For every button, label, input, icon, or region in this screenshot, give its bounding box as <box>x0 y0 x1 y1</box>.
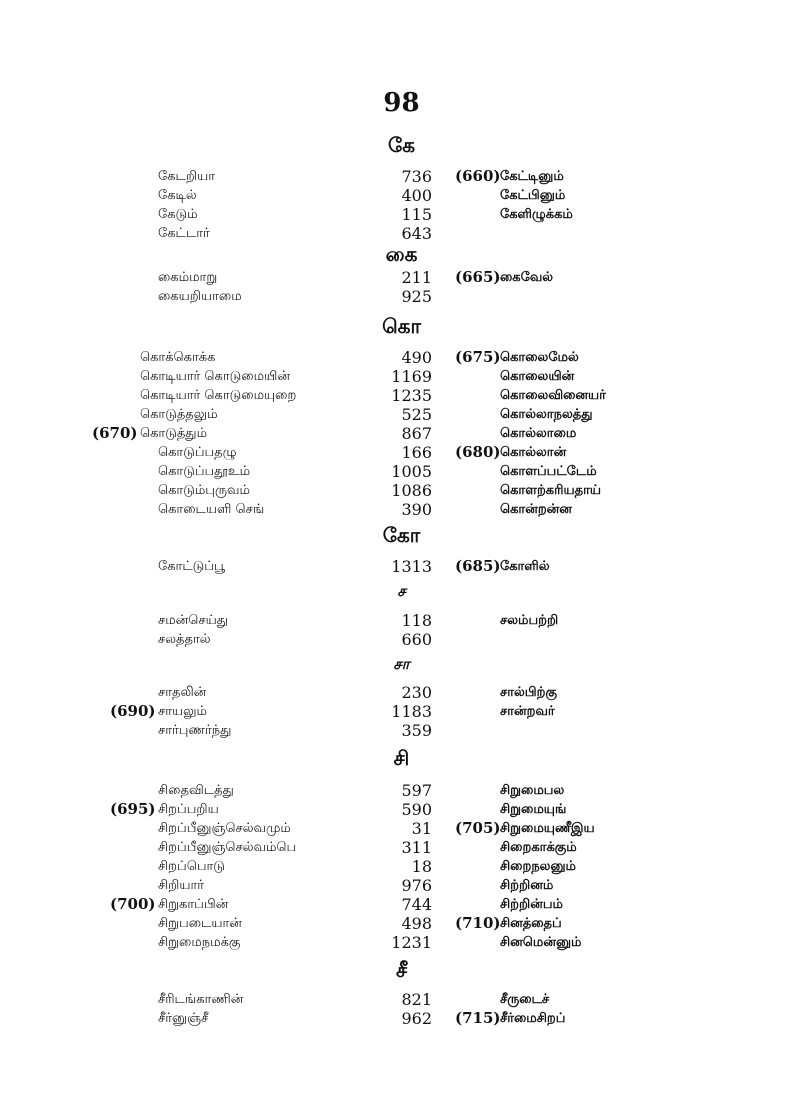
section-heading: சா <box>393 655 410 673</box>
index-row <box>0 683 803 702</box>
right-entry: சிறுமைபல <box>500 783 565 798</box>
index-row <box>0 287 803 306</box>
verse-number: 359 <box>401 721 432 740</box>
right-section-marker: (660) <box>455 167 501 185</box>
verse-number: 643 <box>401 224 432 243</box>
left-entry: சீர்னுஞ்சீ <box>158 1011 209 1026</box>
left-entry: கேடறியா <box>158 169 216 184</box>
left-entry: கேடும் <box>158 207 198 222</box>
right-entry: கேளிழுக்கம் <box>500 207 573 222</box>
verse-number: 118 <box>401 611 432 630</box>
right-entry: சான்றவர் <box>500 704 555 719</box>
verse-number: 1235 <box>391 386 432 405</box>
index-row <box>0 702 803 721</box>
verse-number: 867 <box>401 424 432 443</box>
index-row <box>0 424 803 443</box>
index-row <box>0 895 803 914</box>
left-entry: கேட்டார் <box>158 226 210 241</box>
left-entry: சமன்செய்து <box>158 613 229 628</box>
left-entry: கைம்மாறு <box>158 270 218 285</box>
left-entry: கொடையளி செங் <box>158 502 265 517</box>
left-entry: கொடியார் கொடுமையின் <box>140 369 290 384</box>
left-entry: கோட்டுப்பூ <box>158 559 225 574</box>
left-entry: சிறப்பொடு <box>158 859 225 874</box>
index-row <box>0 630 803 649</box>
left-entry: சிறுபடையான் <box>158 916 242 931</box>
index-row <box>0 268 803 287</box>
index-row <box>0 500 803 519</box>
right-entry: சினமென்னும் <box>500 935 582 950</box>
right-entry: சிற்றின்பம் <box>500 897 563 912</box>
left-entry: கொடியார் கொடுமையுறை <box>140 388 297 403</box>
index-row <box>0 857 803 876</box>
right-entry: சலம்பற்றி <box>500 613 559 628</box>
section-heading: சி <box>393 746 410 770</box>
verse-number: 115 <box>401 205 432 224</box>
left-entry: சாயலும் <box>158 704 207 719</box>
left-entry: சிறுமைநமக்கு <box>158 935 241 950</box>
verse-number: 31 <box>411 819 432 838</box>
right-section-marker: (665) <box>455 268 501 286</box>
left-section-marker: (700) <box>110 895 156 913</box>
index-row <box>0 167 803 186</box>
index-row <box>0 990 803 1009</box>
left-entry: சார்புணர்ந்து <box>158 723 232 738</box>
left-entry: கொடுத்தும் <box>140 426 208 441</box>
index-row <box>0 186 803 205</box>
index-row <box>0 348 803 367</box>
right-entry: சிறைநலனும் <box>500 859 577 874</box>
verse-number: 311 <box>401 838 432 857</box>
right-entry: சிறைகாக்கும் <box>500 840 577 855</box>
index-row <box>0 800 803 819</box>
verse-number: 211 <box>401 268 432 287</box>
verse-number: 166 <box>401 443 432 462</box>
index-row <box>0 386 803 405</box>
right-entry: கொல்லான் <box>500 445 567 460</box>
right-entry: கைவேல் <box>500 270 554 285</box>
index-row <box>0 838 803 857</box>
verse-number: 821 <box>401 990 432 1009</box>
verse-number: 490 <box>401 348 432 367</box>
verse-number: 1086 <box>391 481 432 500</box>
left-entry: சாதலின் <box>158 685 207 700</box>
verse-number: 962 <box>401 1009 432 1028</box>
index-row <box>0 819 803 838</box>
left-section-marker: (695) <box>110 800 156 818</box>
left-entry: சிதைவிடத்து <box>158 783 234 798</box>
verse-number: 1313 <box>391 557 432 576</box>
right-entry: கொலைமேல் <box>500 350 579 365</box>
verse-number: 736 <box>401 167 432 186</box>
right-entry: சிற்றினம் <box>500 878 554 893</box>
right-section-marker: (710) <box>455 914 501 932</box>
left-entry: கையறியாமை <box>158 289 242 304</box>
index-row <box>0 205 803 224</box>
left-entry: சிறுகாப்பின் <box>158 897 229 912</box>
right-entry: கொலைவினையர் <box>500 388 606 403</box>
section-heading: சீ <box>395 958 408 982</box>
index-row <box>0 557 803 576</box>
verse-number: 660 <box>401 630 432 649</box>
section-heading: கை <box>385 242 418 266</box>
left-entry: கொடும்புருவம் <box>158 483 250 498</box>
right-entry: கொளப்பட்டேம் <box>500 464 597 479</box>
right-entry: கொல்லாமை <box>500 426 577 441</box>
left-entry: சிறப்பறிய <box>158 802 219 817</box>
left-entry: சிறப்பீனுஞ்செல்வம்பெ <box>158 840 297 855</box>
right-entry: கேட்பினும் <box>500 188 566 203</box>
right-entry: கொல்லாநலத்து <box>500 407 593 422</box>
index-row <box>0 876 803 895</box>
index-row <box>0 443 803 462</box>
section-heading: கொ <box>382 314 421 338</box>
verse-number: 400 <box>401 186 432 205</box>
verse-number: 390 <box>401 500 432 519</box>
verse-number: 597 <box>401 781 432 800</box>
page-number: 98 <box>383 88 420 118</box>
index-row <box>0 462 803 481</box>
section-heading: ச <box>397 582 406 600</box>
right-section-marker: (715) <box>455 1009 501 1027</box>
left-entry: கேடில் <box>158 188 197 203</box>
index-row <box>0 405 803 424</box>
left-section-marker: (670) <box>92 424 138 442</box>
left-entry: சிறியார் <box>158 878 205 893</box>
verse-number: 18 <box>411 857 432 876</box>
right-section-marker: (675) <box>455 348 501 366</box>
section-heading: கே <box>388 133 415 157</box>
right-entry: சால்பிற்கு <box>500 685 557 700</box>
right-section-marker: (705) <box>455 819 501 837</box>
verse-number: 230 <box>401 683 432 702</box>
right-entry: கொளற்கரியதாய் <box>500 483 602 498</box>
section-heading: கோ <box>382 523 421 547</box>
index-row <box>0 781 803 800</box>
right-section-marker: (685) <box>455 557 501 575</box>
index-row <box>0 1009 803 1028</box>
right-entry: சிறுமையுங் <box>500 802 567 817</box>
index-row <box>0 367 803 386</box>
left-entry: சிறப்பீனுஞ்செல்வமும் <box>158 821 291 836</box>
right-entry: கொன்றன்ன <box>500 502 572 517</box>
right-entry: சீருடைச் <box>500 992 550 1007</box>
index-row <box>0 721 803 740</box>
right-entry: கோளில் <box>500 559 550 574</box>
verse-number: 1169 <box>391 367 432 386</box>
verse-number: 744 <box>401 895 432 914</box>
index-row <box>0 481 803 500</box>
index-row <box>0 611 803 630</box>
index-row <box>0 914 803 933</box>
right-entry: சிறுமையுணீஇய <box>500 821 595 836</box>
verse-number: 1005 <box>391 462 432 481</box>
verse-number: 1183 <box>391 702 432 721</box>
right-entry: சினத்தைப் <box>500 916 562 931</box>
left-entry: கொக்கொக்க <box>140 350 216 365</box>
verse-number: 1231 <box>391 933 432 952</box>
index-row <box>0 224 803 243</box>
left-entry: சீரிடங்காணின் <box>158 992 244 1007</box>
index-row <box>0 933 803 952</box>
verse-number: 525 <box>401 405 432 424</box>
left-entry: கொடுப்பதூஉம் <box>158 464 251 479</box>
left-entry: கொடுப்பதழு <box>158 445 237 460</box>
right-entry: கொலையின் <box>500 369 575 384</box>
verse-number: 976 <box>401 876 432 895</box>
right-entry: சீர்மைசிறப் <box>500 1011 566 1026</box>
verse-number: 498 <box>401 914 432 933</box>
left-entry: சலத்தால் <box>158 632 211 647</box>
verse-number: 590 <box>401 800 432 819</box>
right-entry: கேட்டினும் <box>500 169 564 184</box>
left-entry: கொடுத்தலும் <box>140 407 218 422</box>
right-section-marker: (680) <box>455 443 501 461</box>
verse-number: 925 <box>401 287 432 306</box>
left-section-marker: (690) <box>110 702 156 720</box>
